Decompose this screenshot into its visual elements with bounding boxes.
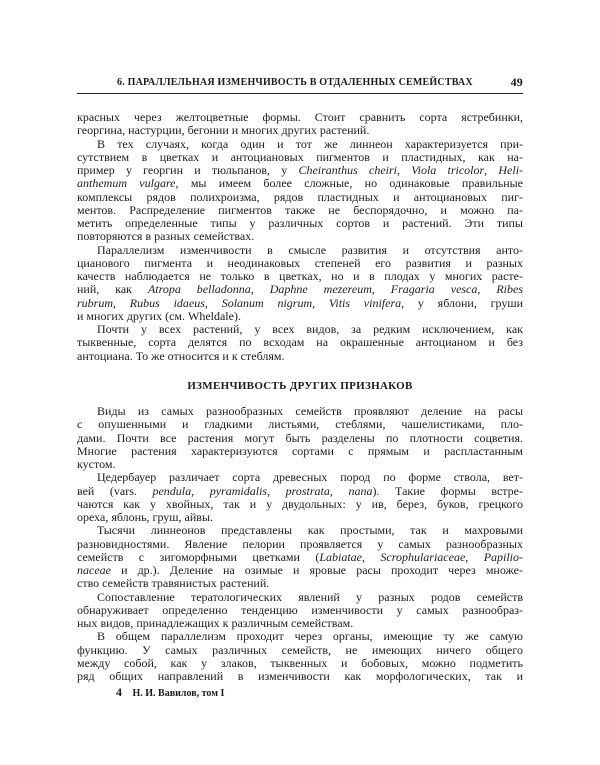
text-run: семейств с зигоморфными цветками (	[77, 550, 320, 564]
text-line	[77, 244, 523, 257]
text-run: ,	[113, 296, 130, 310]
text-run: Параллелизм изменчивости в смысле развития и отсутствия анто-	[97, 243, 523, 257]
text-line	[77, 498, 523, 511]
italic-latin-name: Papilio-	[483, 550, 523, 564]
text-line	[77, 164, 523, 177]
text-run: В общем параллелизм проходит через органы, имеющие ту же самую	[97, 630, 523, 644]
text-run: Многие растения характеризуются сортами с прямым и распластанным	[77, 444, 523, 458]
italic-latin-name: Solanum nigrum	[221, 296, 313, 310]
text-run: георгина, настурции, бегонии и многих других растений.	[77, 124, 370, 138]
text-line	[77, 230, 523, 243]
text-run: , мы имеем более сложные, но одинаковые правильные	[175, 177, 523, 191]
italic-latin-name: pyramidalis	[209, 484, 268, 498]
text-run: Почти у всех растений, у всех видов, за редким исключением, как	[97, 323, 523, 336]
text-run: качеств наблюдается не только в цветках, но и в плодах у многих расте-	[77, 270, 523, 283]
text-run: ментов. Распределение пигментов также не беспорядочно, и можно па-	[77, 203, 523, 217]
running-header-title: 6. ПАРАЛЛЕЛЬНАЯ ИЗМЕНЧИВОСТЬ В ОТДАЛЕННЫХ СЕМЕЙСТВАХ	[117, 77, 473, 88]
text-run: антоциана. То же относится и к стеблям.	[77, 349, 285, 363]
text-run: Сопоставление тератологических явлений у разных родов семейств	[97, 590, 523, 604]
text-run: Тысячи линнеонов представлены как простыми, так и махровыми	[97, 524, 523, 538]
text-run: ). Такие формы встре-	[372, 484, 523, 498]
text-line	[77, 551, 523, 564]
text-line	[77, 617, 523, 630]
text-line	[77, 591, 523, 604]
italic-latin-name: pendula	[152, 484, 192, 498]
page-number: 49	[510, 75, 523, 89]
signature-number: 4	[116, 685, 122, 699]
text-line	[77, 524, 523, 537]
text-line	[77, 257, 523, 270]
text-run: ,	[484, 164, 499, 177]
text-run: и многих других (см. Wheldale).	[77, 309, 241, 323]
paragraph	[77, 630, 523, 683]
text-line	[77, 191, 523, 204]
text-run: ,	[362, 550, 381, 564]
text-run: ,	[312, 296, 329, 310]
text-run: сутствием в цветках и антоциановых пигментов и пластидных, как на-	[77, 150, 523, 164]
paragraph	[77, 323, 523, 363]
text-run: чаются как у хвойных, так и у двудольных: у ив, берез, буков, грецкого	[77, 497, 523, 511]
running-header	[77, 75, 523, 91]
text-line	[77, 538, 523, 551]
text-run: кустом.	[77, 458, 116, 471]
paragraph	[77, 111, 523, 138]
text-run: , у яблони, груши	[401, 296, 523, 310]
text-run: метить определенные типы у различных сортов и растений. Эти типы	[77, 217, 523, 230]
text-run: цианового пигмента и неодинаковых степеней его развития и разных	[77, 256, 523, 270]
text-run: ,	[396, 164, 412, 177]
text-block-2	[77, 405, 523, 683]
italic-latin-name: prostrata	[285, 484, 330, 498]
text-run: ,	[329, 484, 349, 498]
text-run: пример у георгин и тюльпанов, у	[77, 164, 299, 177]
text-line	[77, 471, 523, 484]
text-line	[77, 432, 523, 445]
italic-latin-name: Atropa belladonna	[147, 283, 251, 297]
text-line	[77, 350, 523, 363]
text-run: красных через желтоцветные формы. Стоит сравнить сорта ястребинки,	[77, 111, 523, 124]
text-run: ,	[477, 283, 497, 297]
text-run: В тех случаях, когда один и тот же линнеон характеризуется при-	[97, 137, 523, 151]
italic-latin-name: Rubus idaeus	[129, 296, 205, 310]
text-line	[77, 577, 523, 590]
paragraph	[77, 471, 523, 524]
text-run: ных видов, принадлежащих к различным семействам.	[77, 617, 354, 630]
text-line	[77, 511, 523, 524]
text-run: функцию. У самых различных семейств, не имеющих ничего общего	[77, 643, 523, 657]
text-run: тыквенные, сорта делятся по всходам на окрашенные антоцианом и без	[77, 336, 523, 350]
text-line	[77, 151, 523, 164]
text-line	[77, 405, 523, 418]
text-run: дами. Почти все растения могут быть разделены по плотности соцветия.	[77, 431, 523, 445]
text-line	[77, 445, 523, 458]
text-line	[77, 297, 523, 310]
text-block-1	[77, 111, 523, 363]
text-line	[77, 283, 523, 296]
text-run: комплексы рядов полихроизма, рядов пластидных и антоциановых пиг-	[77, 190, 523, 204]
page-footer	[116, 685, 224, 700]
text-run: ,	[465, 550, 484, 564]
text-line	[77, 458, 523, 471]
text-line	[77, 138, 523, 151]
text-line	[77, 270, 523, 283]
text-run: ореха, яблонь, груш, айвы.	[77, 511, 214, 524]
italic-latin-name: nana	[348, 484, 373, 498]
text-run: Виды из самых разнообразных семейств проявляют деление на расы	[97, 405, 523, 418]
text-run: ,	[250, 283, 270, 297]
text-run: ство семейств травянистых растений.	[77, 577, 270, 591]
text-run: повторяются в разных семействах.	[77, 230, 255, 244]
italic-latin-name: Vitis vinifera	[328, 296, 402, 310]
text-line	[77, 418, 523, 431]
italic-latin-name: Viola tricolor	[411, 164, 485, 177]
text-line	[77, 217, 523, 230]
footer-text: Н. И. Вавилов, том I	[132, 688, 225, 699]
text-line	[77, 204, 523, 217]
text-line	[77, 670, 523, 683]
text-run: между собой, как у злаков, тыквенных и бобовых, можно подметить	[77, 656, 523, 670]
text-line	[77, 323, 523, 336]
italic-latin-name: naceae	[77, 564, 111, 577]
text-run: ,	[204, 296, 222, 310]
text-run: ,	[191, 484, 210, 498]
text-run: ряд общих направлений в изменчивости как морфологических, так и	[77, 670, 523, 683]
text-run: разновидностями. Явление пелории проявляется у самых разнообразных	[77, 537, 523, 551]
text-run: Цедербауер различает сорта древесных пород по форме ствола, вет-	[97, 471, 523, 485]
text-line	[77, 177, 523, 190]
text-run: ,	[267, 484, 286, 498]
text-run: вей (vars.	[77, 484, 153, 498]
text-line	[77, 630, 523, 643]
italic-latin-name: Ribes	[496, 283, 523, 297]
italic-latin-name: Heli-	[498, 164, 523, 177]
italic-latin-name: Labiatae	[319, 550, 362, 564]
paragraph	[77, 244, 523, 324]
text-line	[77, 485, 523, 498]
paragraph	[77, 524, 523, 590]
text-run: ний, как	[77, 283, 148, 297]
text-run: с опушенными и гладкими листьями, стеблями, чашелистиками, пло-	[77, 418, 523, 432]
text-run: и др.). Деление на озимые и яровые расы проходит через множе-	[110, 564, 523, 577]
paragraph	[77, 138, 523, 244]
text-line	[77, 124, 523, 137]
text-line	[77, 310, 523, 323]
italic-latin-name: anthemum vulgare	[77, 177, 176, 191]
paragraph	[77, 591, 523, 631]
text-line	[77, 564, 523, 577]
text-line	[77, 336, 523, 349]
section-heading: ИЗМЕНЧИВОСТЬ ДРУГИХ ПРИЗНАКОВ	[187, 380, 413, 392]
italic-latin-name: Daphne mezereum	[269, 283, 372, 297]
italic-latin-name: Cheiranthus cheiri	[298, 164, 397, 177]
text-run: обнаруживает определенно тенденцию изменчивости у самых разнообраз-	[77, 603, 523, 617]
italic-latin-name: rubrum	[77, 296, 114, 310]
text-line	[77, 604, 523, 617]
text-line	[77, 657, 523, 670]
header-rule	[77, 93, 523, 94]
paragraph	[77, 405, 523, 471]
text-line	[77, 111, 523, 124]
text-line	[77, 644, 523, 657]
italic-latin-name: Scrophulariaceae	[380, 550, 466, 564]
italic-latin-name: Fragaria vesca	[390, 283, 478, 297]
text-run: ,	[371, 283, 391, 297]
